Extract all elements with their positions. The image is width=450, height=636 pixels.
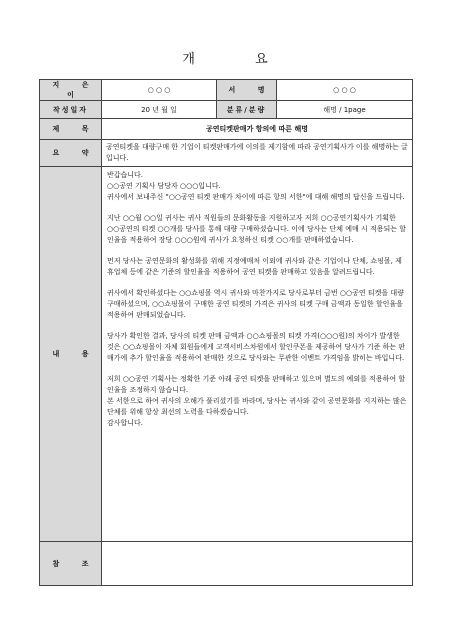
author-label: 지 은 이 — [40, 80, 102, 101]
content-paragraph: 지난 ○○월 ○○일 귀사는 귀사 직원들의 문화활동을 지원하고자 저희 ○○공연기획사가 기획한 ○○공연의 티켓 ○○개를 당사를 통해 대량 구매하셨습니다. 이에 당사는 단체 예매 시 적용되는 할인율을 적용하여 장당 ○○○원에 귀사가 요청하신 티켓 ○○개를 판매하였습니다. — [107, 214, 407, 244]
date-label: 작성일자 — [40, 101, 102, 119]
seal-value: ○ ○ ○ — [277, 80, 413, 101]
category-value: 해명 / 1page — [277, 101, 413, 119]
content-paragraph: 저희 ○○공연 기획사는 정확한 기준 아래 공연 티켓을 판매하고 있으며 별도의 예외를 적용하여 할인율을 조정하지 않습니다. 본 서한으로 하여 귀사의 오해가 풀리셨기를 바라며, 당사는 귀사와 같이 공연문화를 지지하는 많은 단체를 위해 항상 최선의 노력을 다하겠습니다. 감사합니다. — [107, 375, 407, 427]
content-paragraph: 반갑습니다. ○○공연 기획사 담당자 ○○○입니다. 귀사에서 보내주신 "○○공연 티켓 판매가 차이에 따른 항의 서한"에 대해 해명의 답신을 드립니다. — [107, 171, 405, 201]
summary-label: 요 약 — [40, 140, 102, 167]
content-paragraph: 당사가 확인한 결과, 당사의 티켓 판매 금액과 ○○쇼핑몰의 티켓 가격(○○○원)의 차이가 발생한 것은 ○○쇼핑몰이 자체 회원들에게 고객서비스차원에서 할인쿠폰을 제공하여 당사가 기준 하는 판매가에 추가 할인율을 적용하여 판매한 것으로 당사와는 무관한 이벤트 가격임을 밝히는 바입니다. — [107, 332, 406, 362]
date-value: 20 년 월 일 — [102, 101, 217, 119]
document-title: 개 요 — [182, 52, 296, 67]
author-value: ○ ○ ○ — [102, 80, 217, 101]
summary-value: 공연티켓을 대량구매 한 기업이 티켓판매가에 이의를 제기함에 따라 공연기획사가 이를 해명하는 글입니다. — [102, 140, 413, 167]
reference-label: 참 조 — [40, 542, 102, 586]
reference-value — [102, 542, 413, 586]
content-paragraph: 귀사에서 확인하셨다는 ○○쇼핑몰 역시 귀사와 마찬가지로 당사로부터 금번 ○○공연 티켓을 대량 구매하셨으며, ○○쇼핑몰이 구매한 공연 티켓의 가격은 귀사의 티켓 구매 금액과 동일한 할인율을 적용하여 판매되었습니다. — [107, 289, 404, 319]
seal-label: 서 명 — [217, 80, 277, 101]
summary-form — [39, 79, 413, 586]
content-body — [102, 167, 413, 542]
subject-value: 공연티켓판매가 항의에 따른 해명 — [102, 119, 413, 140]
content-label: 내 용 — [40, 167, 102, 542]
subject-label: 제 목 — [40, 119, 102, 140]
content-paragraph: 먼저 당사는 공연문화의 활성화를 위해 지정예매처 이외에 귀사와 같은 기업이나 단체, 쇼핑몰, 제휴업체 등에 같은 기준의 할인율을 적용하여 공연 티켓을 판매하고 있음을 알려드립니다. — [107, 257, 402, 276]
category-label: 분류/분량 — [217, 101, 277, 119]
